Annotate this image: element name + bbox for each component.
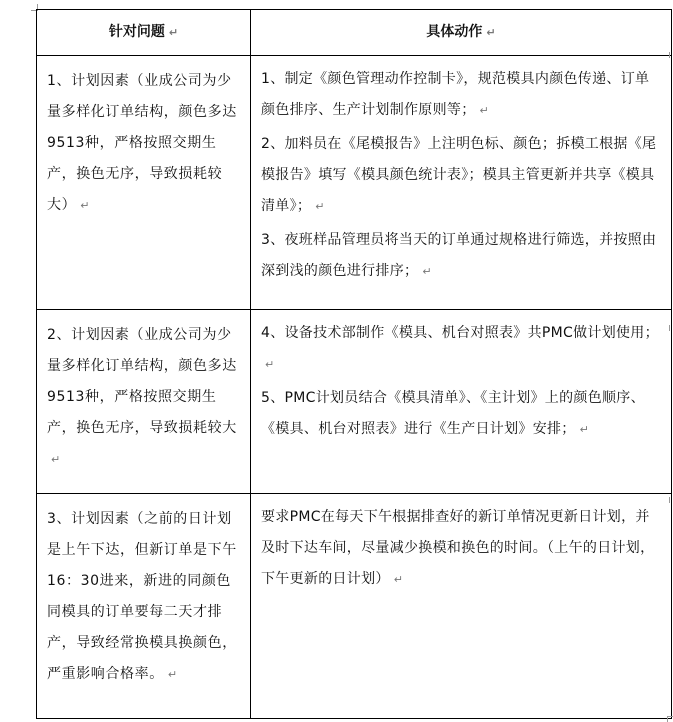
paragraph-mark-icon: ↵ [167, 668, 178, 681]
problem-cell [37, 56, 251, 310]
header-problem-label: 针对问题 [108, 24, 165, 40]
problem-text: 3、计划因素（之前的日计划是上午下达，但新订单是下午16：30进来，新进的同颜色同模具的订单要每二天才排产，导致经常换模具换颜色，严重影响合格率。 [47, 511, 237, 682]
right-margin-tick [669, 325, 673, 331]
paragraph-mark-icon: ↵ [393, 573, 404, 586]
paragraph-mark-icon: ↵ [579, 423, 590, 436]
paragraph-mark-icon: ↵ [479, 104, 490, 117]
action-paragraph [261, 383, 663, 445]
action-text: 1、制定《颜色管理动作控制卡》，规范模具内颜色传递、订单颜色排序、生产计划制作原则等； [261, 71, 650, 118]
table-row [37, 56, 672, 310]
paragraph-mark-icon: ↵ [486, 26, 496, 39]
action-text: 2、加料员在《尾模报告》上注明色标、颜色；拆模工根据《尾模报告》填写《模具颜色统计表》；模具主管更新并共享《模具清单》； [261, 136, 657, 214]
page-corner-mark [667, 716, 673, 722]
action-text: 5、PMC计划员结合《模具清单》、《主计划》上的颜色顺序、《模具、机台对照表》进行《生产日计划》安排； [261, 390, 645, 437]
paragraph-mark-icon: ↵ [168, 26, 179, 39]
problem-cell [37, 310, 251, 494]
paragraph-mark-icon: ↵ [422, 265, 432, 278]
action-cell [251, 494, 672, 719]
right-margin-tick [669, 497, 673, 503]
table-row [37, 494, 672, 719]
action-paragraph [261, 502, 663, 595]
action-paragraph [261, 64, 663, 126]
action-text: 4、设备技术部制作《模具、机台对照表》共PMC做计划使用； [261, 325, 659, 341]
paragraph-mark-icon: ↵ [51, 453, 61, 466]
action-cell [251, 310, 672, 494]
action-paragraph [261, 318, 663, 380]
table-header-row [37, 10, 672, 56]
problem-cell [37, 494, 251, 719]
problem-text: 1、计划因素（业成公司为少量多样化订单结构，颜色多达9513种，严格按照交期生产，换色无序，导致损耗较大） [47, 73, 237, 213]
plan-issues-table [36, 9, 672, 719]
header-cell-problem [37, 10, 251, 56]
action-paragraph [261, 225, 663, 287]
paragraph-mark-icon: ↵ [265, 358, 275, 371]
action-text: 3、夜班样品管理员将当天的订单通过规格进行筛选，并按照由深到浅的颜色进行排序； [261, 232, 657, 279]
paragraph-mark-icon: ↵ [80, 199, 91, 212]
action-cell [251, 56, 672, 310]
action-paragraph [261, 129, 663, 222]
header-cell-action [251, 10, 672, 56]
problem-text: 2、计划因素（业成公司为少量多样化订单结构，颜色多达9513种，严格按照交期生产，换色无序，导致损耗较大 [47, 327, 237, 436]
right-margin-tick [669, 52, 673, 58]
header-action-label: 具体动作 [426, 24, 483, 40]
paragraph-mark-icon: ↵ [315, 200, 325, 213]
action-text: 要求PMC在每天下午根据排查好的新订单情况更新日计划，并及时下达车间，尽量减少换模和换色的时间。（上午的日计划，下午更新的日计划） [261, 509, 655, 587]
table-row [37, 310, 672, 494]
